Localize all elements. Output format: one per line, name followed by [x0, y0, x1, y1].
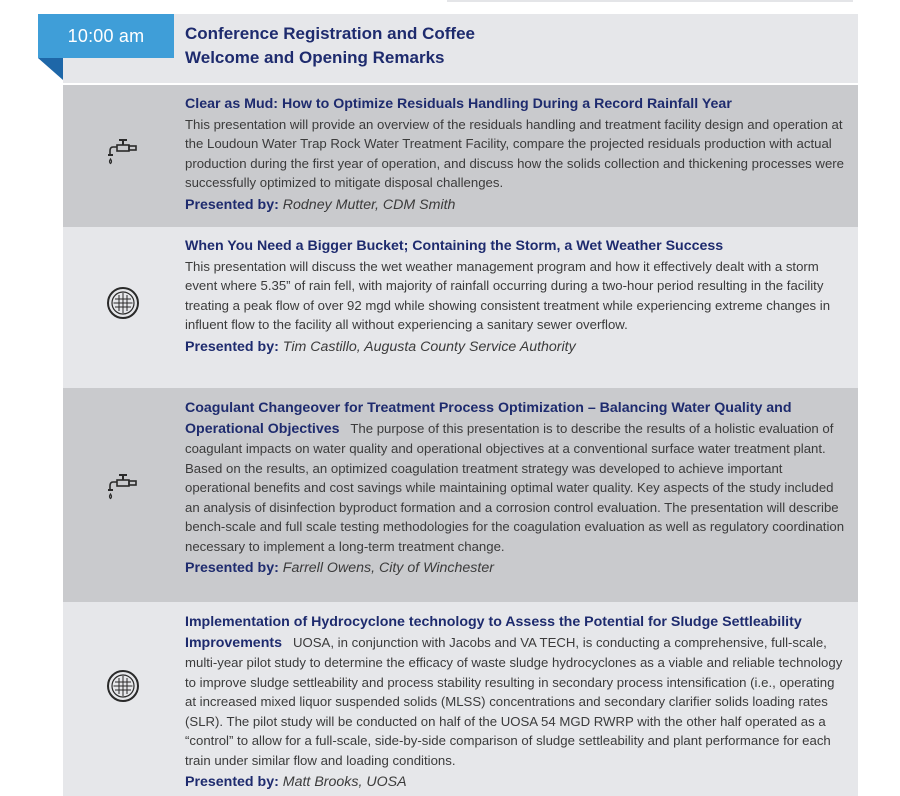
session-block — [63, 227, 858, 388]
presented-by-label: Presented by: — [185, 196, 279, 213]
presenter-line — [185, 559, 849, 579]
faucet-icon — [105, 468, 141, 504]
header-titles — [185, 22, 475, 70]
session-description: This presentation will provide an overview of the residuals handling and treatment facility design and operation at the Loudoun Water Trap Rock Water Treatment Facility, compare the projected residuals production with actual production during the first year of operation, and discuss how the solids collection and thickening processes were successfully optimized to mitigate disposal challenges. — [185, 116, 845, 190]
header-line-2: Welcome and Opening Remarks — [185, 48, 445, 67]
session-text — [185, 398, 849, 556]
session-content — [185, 612, 849, 793]
presenter-line — [185, 338, 849, 358]
presenter-line — [185, 196, 849, 216]
presenter-name: Rodney Mutter, CDM Smith — [282, 196, 456, 213]
session-title: When You Need a Bigger Bucket; Containing the Storm, a Wet Weather Success — [185, 238, 724, 254]
header-line-1: Conference Registration and Coffee — [185, 24, 475, 43]
presenter-name: Matt Brooks, UOSA — [282, 774, 407, 790]
session-description: UOSA, in conjunction with Jacobs and VA TECH, is conducting a comprehensive, full-scale, multi-year pilot study to determine the efficacy of waste sludge hydrocyclones as a viable and reliable technology to improve sludge settleability and process stability resulting in secondary process intensification (i.e., operating at increased mixed liquor suspended solids (MLSS) concentrations and secondary clarifier solids loading rates (SLR). The pilot study will be conducted on half of the UOSA 54 MGD RWRP with the other half operated as a “control” to allow for a full-scale, side-by-side comparison of sludge settleability and plant performance for each train under similar flow and loading conditions. — [185, 634, 843, 768]
session-content — [185, 95, 849, 215]
time-slot-tab: 10:00 am — [38, 14, 174, 58]
session-description: This presentation will discuss the wet weather management program and how it effectively dealt with a storm event where 5.35” of rain fell, with majority of rainfall occurring during a two-hour period resulting in the facility treating a peak flow of over 92 mgd while showing consistent treatment while experiencing extreme changes in influent flow to the facility all without experiencing a sanitary sewer overflow. — [185, 258, 831, 332]
faucet-icon — [105, 133, 141, 169]
session-block — [63, 388, 858, 602]
session-content — [185, 398, 849, 579]
session-content — [185, 237, 849, 357]
presented-by-label: Presented by: — [185, 338, 279, 355]
time-tab-fold — [38, 58, 63, 80]
session-text — [185, 612, 849, 770]
presenter-name: Farrell Owens, City of Winchester — [282, 560, 494, 576]
top-divider — [447, 0, 853, 2]
session-title: Implementation of Hydrocyclone technology to Assess the Potential for Sludge Settleability Improvements — [185, 614, 802, 651]
session-title: Clear as Mud: How to Optimize Residuals Handling During a Record Rainfall Year — [185, 96, 732, 112]
session-description: The purpose of this presentation is to describe the results of a holistic evaluation of coagulant impacts on water quality and operational objectives at a conventional surface water treatment plant. Based on the results, an optimized coagulation treatment strategy was developed to achieve important operational benefits and cost savings while maintaining optimal water quality. Key aspects of the study included an analysis of disinfection byproduct formation and a corrosion control evaluation. The presentation will describe bench-scale and full scale testing methodologies for the coagulation evaluation as well as regulatory coordination necessary to implement a long-term treatment change. — [185, 420, 845, 554]
session-title: Coagulant Changeover for Treatment Process Optimization – Balancing Water Quality and Operational Objectives — [185, 400, 792, 437]
session-block — [63, 85, 858, 227]
manhole-cover-icon — [105, 285, 141, 321]
presenter-name: Tim Castillo, Augusta County Service Authority — [282, 338, 576, 355]
presented-by-label: Presented by: — [185, 560, 279, 576]
manhole-cover-icon — [105, 668, 141, 704]
session-block — [63, 602, 858, 796]
presented-by-label: Presented by: — [185, 774, 279, 790]
presenter-line — [185, 773, 849, 793]
